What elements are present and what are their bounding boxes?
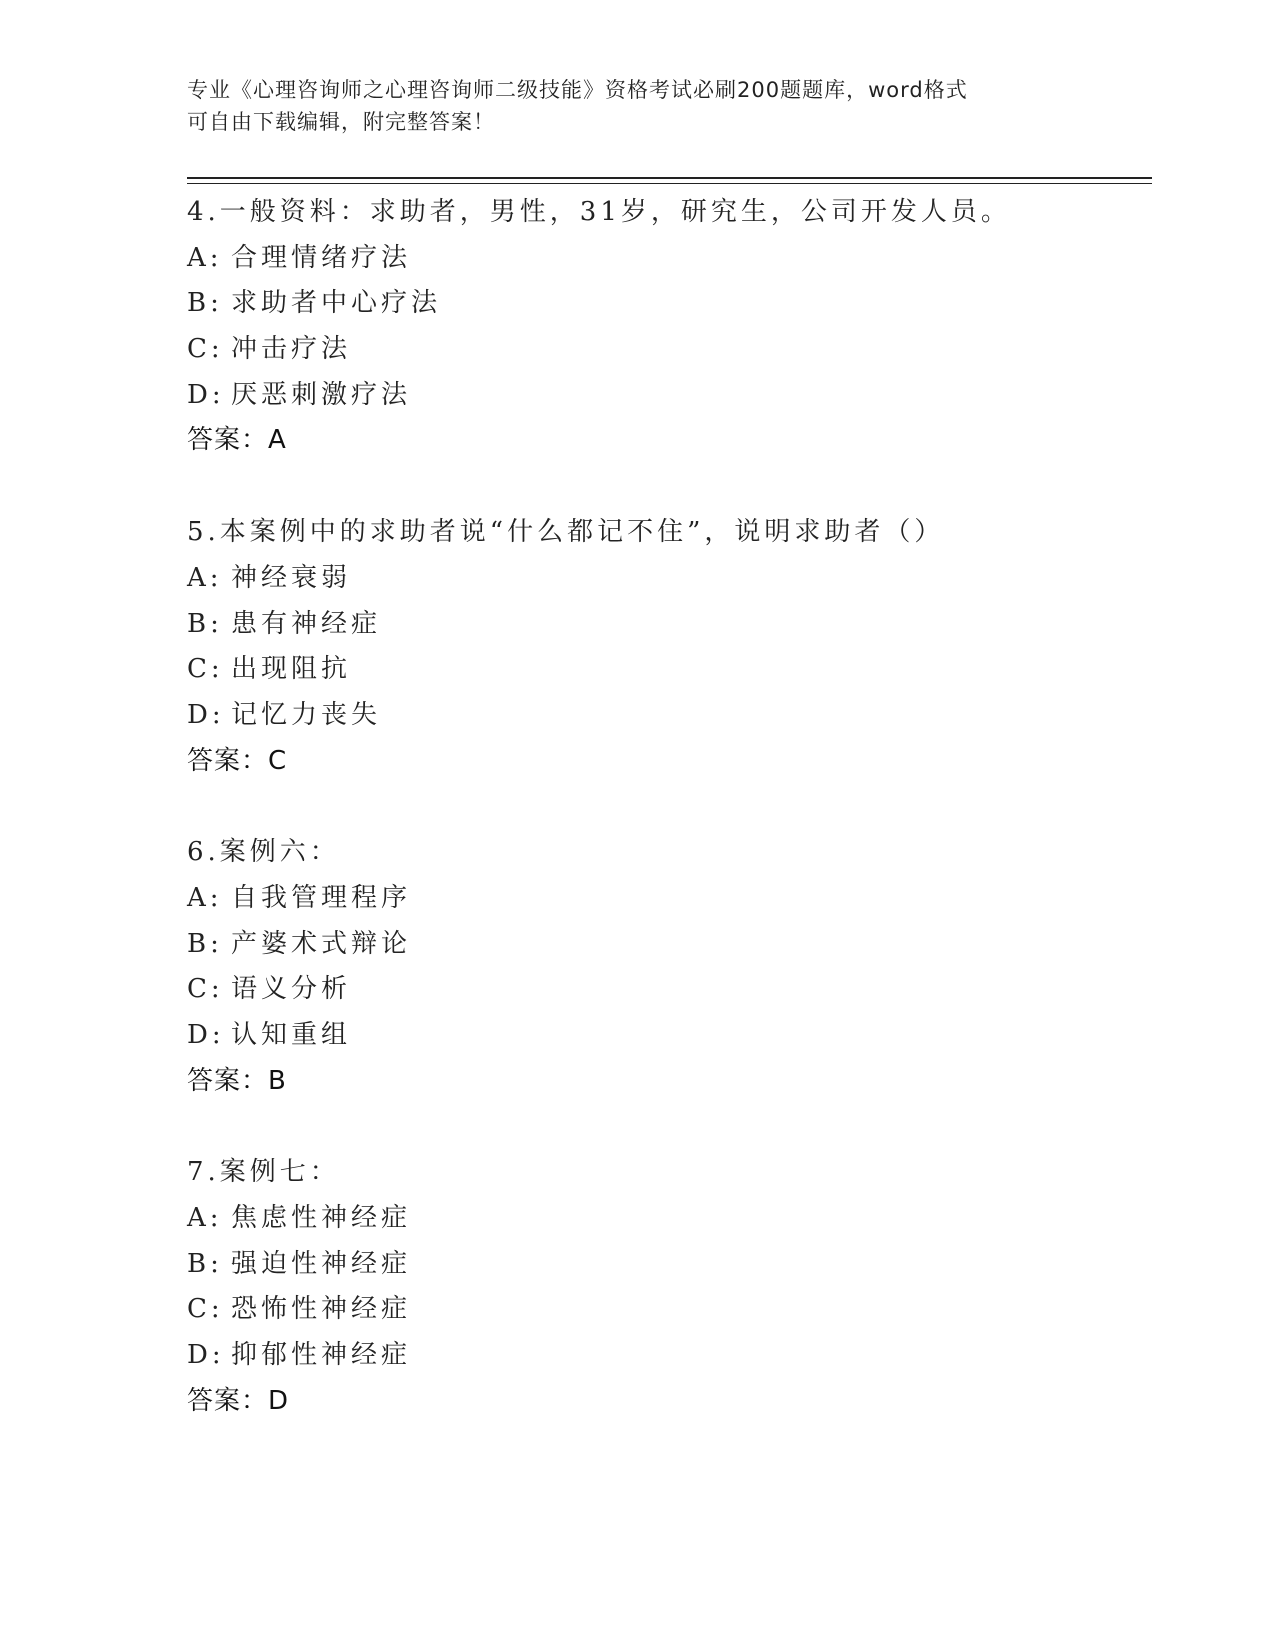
question-block [187, 190, 1147, 464]
option-letter: C: [187, 974, 224, 1005]
question-stem: 4.一般资料：求助者，男性，31岁，研究生，公司开发人员。 [187, 197, 1011, 227]
option-d [187, 373, 1147, 419]
option-letter: A: [187, 562, 223, 593]
option-letter: A: [187, 242, 223, 273]
option-text: 记忆力丧失 [231, 699, 382, 730]
option-letter: C: [187, 334, 224, 365]
option-c [187, 327, 1147, 373]
question-block [187, 1150, 1147, 1424]
header-divider-thin [187, 183, 1152, 184]
option-letter: B: [187, 928, 223, 959]
option-text: 合理情绪疗法 [231, 242, 412, 273]
option-b [187, 281, 1147, 327]
option-text: 抑郁性神经症 [231, 1340, 412, 1371]
option-letter: A: [187, 882, 223, 913]
option-text: 认知重组 [231, 1020, 352, 1050]
answer-line: 答案：D [187, 1385, 290, 1416]
option-a [187, 1196, 1147, 1242]
option-c [187, 647, 1147, 693]
question-block [187, 510, 1147, 784]
option-letter: C: [187, 1294, 224, 1325]
option-a [187, 556, 1147, 602]
option-text: 产婆术式辩论 [231, 928, 412, 959]
option-text: 焦虑性神经症 [231, 1203, 412, 1234]
option-letter: B: [187, 608, 223, 639]
question-list [187, 190, 1147, 1471]
option-a [187, 876, 1147, 922]
option-d [187, 1333, 1147, 1379]
option-text: 强迫性神经症 [231, 1248, 412, 1279]
document-header [187, 74, 1087, 138]
question-stem: 6.案例六： [187, 837, 340, 868]
header-line-2: 可自由下载编辑，附完整答案！ [187, 110, 495, 134]
option-letter: C: [187, 654, 224, 685]
option-text: 求助者中心疗法 [231, 288, 442, 319]
option-b [187, 922, 1147, 968]
option-b [187, 1242, 1147, 1288]
option-text: 自我管理程序 [231, 882, 412, 913]
option-text: 出现阻抗 [231, 654, 352, 685]
option-a [187, 236, 1147, 282]
option-letter: B: [187, 288, 223, 319]
question-block [187, 830, 1147, 1104]
option-text: 语义分析 [231, 974, 352, 1005]
question-stem: 7.案例七： [187, 1157, 340, 1188]
option-c [187, 967, 1147, 1013]
option-text: 冲击疗法 [231, 334, 352, 365]
option-d [187, 1013, 1147, 1059]
option-text: 恐怖性神经症 [231, 1294, 412, 1325]
answer-line: 答案：C [187, 745, 288, 776]
header-line-1: 专业《心理咨询师之心理咨询师二级技能》资格考试必刷200题题库，word格式 [187, 78, 968, 102]
question-stem: 5.本案例中的求助者说“什么都记不住”，说明求助者（） [187, 517, 945, 548]
option-d [187, 693, 1147, 739]
option-text: 神经衰弱 [231, 562, 352, 593]
option-b [187, 602, 1147, 648]
option-c [187, 1287, 1147, 1333]
answer-line: 答案：B [187, 1065, 287, 1096]
option-letter: D: [187, 1340, 225, 1371]
option-letter: D: [187, 379, 225, 410]
option-letter: D: [187, 699, 225, 730]
header-divider-thick [187, 177, 1152, 179]
option-letter: A: [187, 1203, 223, 1234]
option-text: 厌恶刺激疗法 [231, 379, 412, 410]
option-letter: B: [187, 1248, 223, 1279]
option-letter: D: [187, 1020, 225, 1050]
answer-line: 答案：A [187, 425, 287, 456]
option-text: 患有神经症 [231, 608, 382, 639]
